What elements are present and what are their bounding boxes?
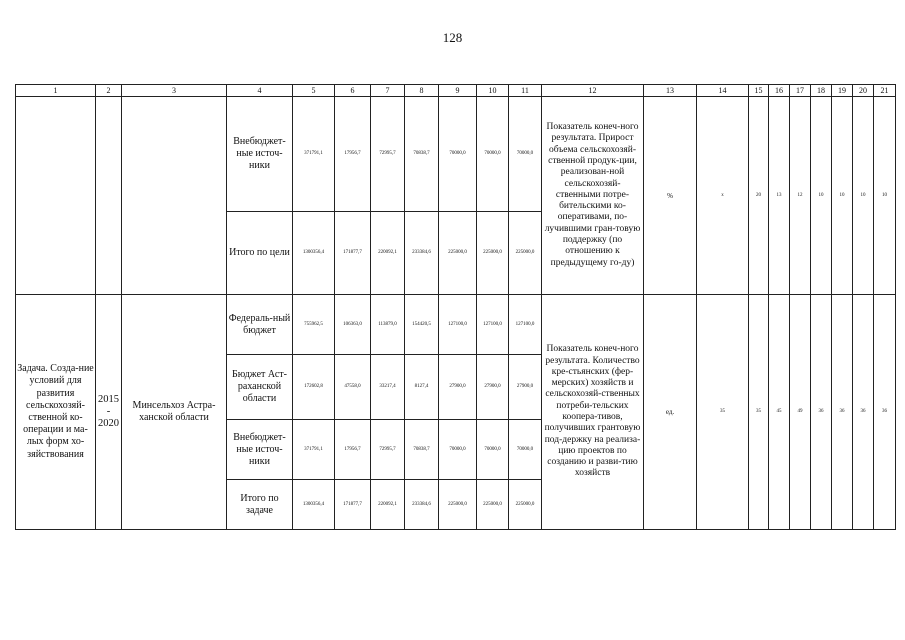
table-row	[16, 295, 896, 355]
amount-cell: 106363,0	[335, 295, 371, 355]
target-cell: 10	[832, 97, 853, 295]
col-header: 8	[405, 85, 439, 97]
amount-cell: 70000,0	[509, 97, 542, 212]
target-cell: 10	[811, 97, 832, 295]
amount-cell: 220092,1	[371, 480, 405, 530]
amount-cell: 72995,7	[371, 97, 405, 212]
amount-cell: 755962,5	[293, 295, 335, 355]
amount-cell: 371791,1	[293, 97, 335, 212]
col-header: 14	[697, 85, 749, 97]
amount-cell: 27900,0	[509, 355, 542, 420]
target-cell: 10	[853, 97, 874, 295]
amount-cell: 154420,5	[405, 295, 439, 355]
col-header: 13	[644, 85, 697, 97]
col-header: 15	[749, 85, 769, 97]
funding-source: Итого по задаче	[227, 480, 293, 530]
base-value-cell: 35	[697, 295, 749, 530]
empty-cell	[96, 97, 122, 295]
col-header: 1	[16, 85, 96, 97]
amount-cell: 70000,0	[509, 420, 542, 480]
amount-cell: 225000,0	[509, 212, 542, 295]
years-cell: 2015 - 2020	[96, 295, 122, 530]
indicator-text: Показатель конеч-ного результата. Количество кре-стьянских (фер-мерских) хозяйств и сельскохозяй-ственных потреби-тельских коопера-тивов, получивших грантовую под-держку на реализа-цию проектов по созданию и разви-тию хозяйств	[542, 295, 644, 530]
amount-cell: 127100,0	[477, 295, 509, 355]
amount-cell: 70000,0	[439, 420, 477, 480]
amount-cell: 70838,7	[405, 420, 439, 480]
amount-cell: 70838,7	[405, 97, 439, 212]
executor-cell: Минсельхоз Астра-ханской области	[122, 295, 227, 530]
funding-source: Внебюджет-ные источ-ники	[227, 97, 293, 212]
funding-source: Бюджет Аст-раханской области	[227, 355, 293, 420]
page-number: 128	[442, 30, 463, 45]
target-cell: 35	[749, 295, 769, 530]
target-cell: 10	[874, 97, 896, 295]
col-header: 4	[227, 85, 293, 97]
col-header: 12	[542, 85, 644, 97]
col-header: 2	[96, 85, 122, 97]
unit-cell: ед.	[644, 295, 697, 530]
target-cell: 12	[790, 97, 811, 295]
amount-cell: 70000,0	[477, 420, 509, 480]
amount-cell: 220092,1	[371, 212, 405, 295]
target-cell: 13	[769, 97, 790, 295]
unit-cell: %	[644, 97, 697, 295]
header-row	[16, 85, 896, 97]
amount-cell: 33217,4	[371, 355, 405, 420]
amount-cell: 8127,4	[405, 355, 439, 420]
col-header: 16	[769, 85, 790, 97]
amount-cell: 1300356,4	[293, 212, 335, 295]
amount-cell: 1300356,4	[293, 480, 335, 530]
col-header: 19	[832, 85, 853, 97]
target-cell: 36	[874, 295, 896, 530]
amount-cell: 225000,0	[509, 480, 542, 530]
amount-cell: 70000,0	[439, 97, 477, 212]
task-text: Задача. Созда-ние условий для развития сельскохозяй-ственной ко-операции и ма-лых форм хо-зяйствования	[16, 295, 96, 530]
amount-cell: 171877,7	[335, 480, 371, 530]
amount-cell: 72995,7	[371, 420, 405, 480]
amount-cell: 113879,0	[371, 295, 405, 355]
target-cell: 36	[832, 295, 853, 530]
amount-cell: 47558,0	[335, 355, 371, 420]
col-header: 3	[122, 85, 227, 97]
col-header: 21	[874, 85, 896, 97]
col-header: 17	[790, 85, 811, 97]
amount-cell: 225000,0	[439, 212, 477, 295]
col-header: 7	[371, 85, 405, 97]
col-header: 5	[293, 85, 335, 97]
col-header: 18	[811, 85, 832, 97]
amount-cell: 17956,7	[335, 97, 371, 212]
program-table	[15, 84, 896, 530]
amount-cell: 233384,6	[405, 480, 439, 530]
amount-cell: 27900,0	[439, 355, 477, 420]
col-header: 20	[853, 85, 874, 97]
empty-cell	[122, 97, 227, 295]
amount-cell: 172602,8	[293, 355, 335, 420]
indicator-text: Показатель конеч-ного результата. Прирост объема сельскохозяй-ственной продук-ции, реализован-ной сельскохозяй-ственными потре-бительскими ко-оперативами, по-лучившими гран-товую поддержку (по отношению к предыдущему го-ду)	[542, 97, 644, 295]
amount-cell: 127100,0	[509, 295, 542, 355]
target-cell: 36	[853, 295, 874, 530]
amount-cell: 225000,0	[477, 480, 509, 530]
amount-cell: 171877,7	[335, 212, 371, 295]
table-row	[16, 97, 896, 212]
amount-cell: 70000,0	[477, 97, 509, 212]
amount-cell: 233384,6	[405, 212, 439, 295]
amount-cell: 225000,0	[439, 480, 477, 530]
amount-cell: 27900,0	[477, 355, 509, 420]
funding-source: Федераль-ный бюджет	[227, 295, 293, 355]
col-header: 9	[439, 85, 477, 97]
col-header: 10	[477, 85, 509, 97]
funding-source: Итого по цели	[227, 212, 293, 295]
target-cell: 45	[769, 295, 790, 530]
empty-cell	[16, 97, 96, 295]
target-cell: 20	[749, 97, 769, 295]
target-cell: 36	[811, 295, 832, 530]
amount-cell: 371791,1	[293, 420, 335, 480]
target-cell: 49	[790, 295, 811, 530]
amount-cell: 127100,0	[439, 295, 477, 355]
amount-cell: 225000,0	[477, 212, 509, 295]
col-header: 6	[335, 85, 371, 97]
amount-cell: 17956,7	[335, 420, 371, 480]
base-value-cell: х	[697, 97, 749, 295]
funding-source: Внебюджет-ные источ-ники	[227, 420, 293, 480]
col-header: 11	[509, 85, 542, 97]
